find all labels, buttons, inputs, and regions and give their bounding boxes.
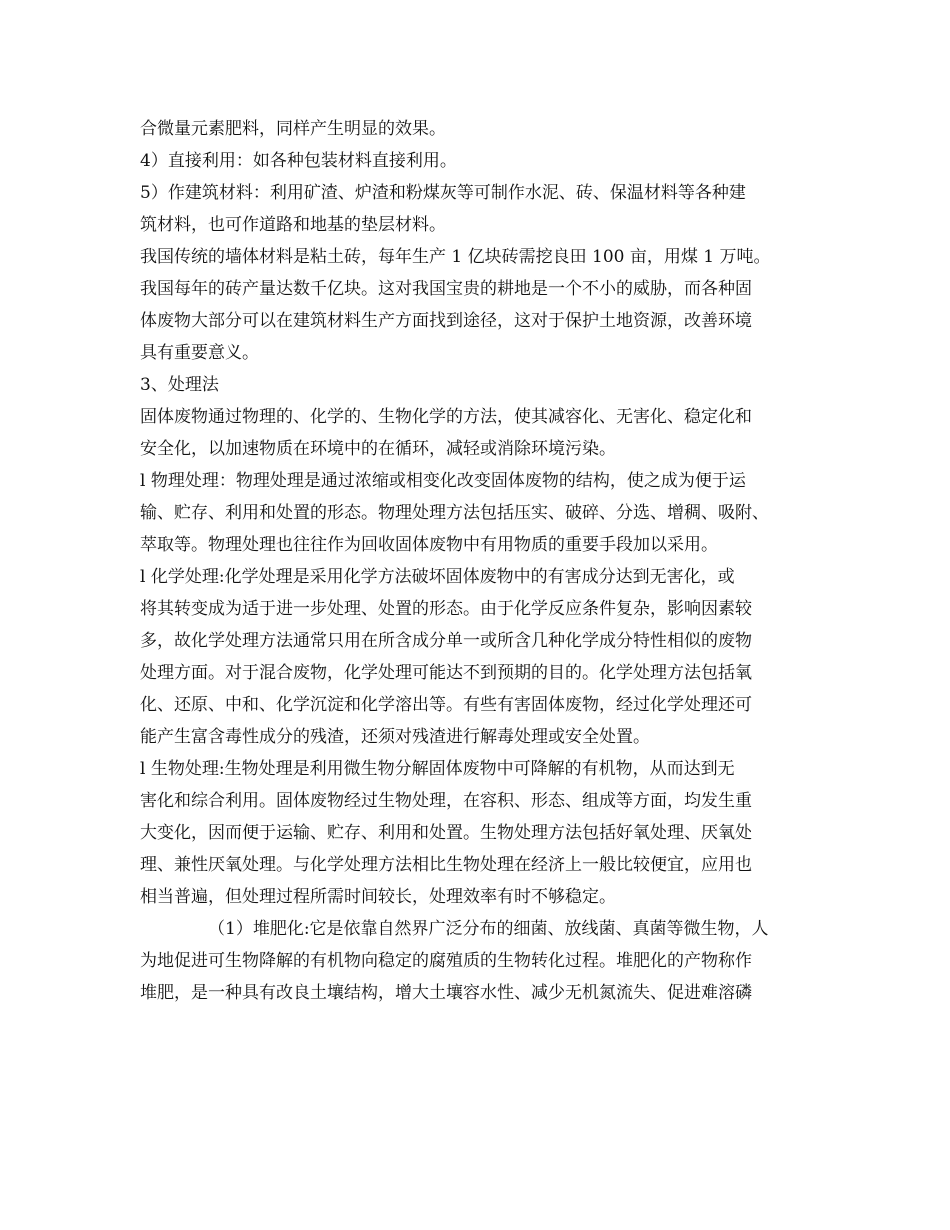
text-line: 4）直接利用：如各种包装材料直接利用。 [140, 151, 457, 171]
text-line: 体废物大部分可以在建筑材料生产方面找到途径，这对于保护土地资源，改善环境 [140, 311, 752, 331]
section-heading: 3、处理法 [140, 375, 219, 395]
text-line: 害化和综合利用。固体废物经过生物处理，在容积、形态、组成等方面，均发生重 [140, 791, 752, 811]
text-line: 我国每年的砖产量达数千亿块。这对我国宝贵的耕地是一个不小的威胁，而各种固 [140, 279, 752, 299]
text-line: 堆肥，是一种具有改良土壤结构，增大土壤容水性、减少无机氮流失、促进难溶磷 [140, 983, 752, 1003]
indented-paragraph-start: （1）堆肥化:它是依靠自然界广泛分布的细菌、放线菌、真菌等微生物，人 [208, 919, 769, 939]
text-line: 大变化，因而便于运输、贮存、利用和处置。生物处理方法包括好氧处理、厌氧处 [140, 823, 752, 843]
text-line: 固体废物通过物理的、化学的、生物化学的方法，使其减容化、无害化、稳定化和 [140, 407, 752, 427]
text-line: 合微量元素肥料，同样产生明显的效果。 [140, 119, 446, 139]
text-line: l 物理处理：物理处理是通过浓缩或相变化改变固体废物的结构，使之成为便于运 [140, 471, 746, 491]
text-line: 安全化，以加速物质在环境中的在循环，减轻或消除环境污染。 [140, 439, 616, 459]
text-line: 具有重要意义。 [140, 343, 259, 363]
text-line: l 化学处理:化学处理是采用化学方法破坏固体废物中的有害成分达到无害化，或 [140, 567, 735, 587]
text-line: 筑材料，也可作道路和地基的垫层材料。 [140, 215, 446, 235]
text-line: 处理方面。对于混合废物，化学处理可能达不到预期的目的。化学处理方法包括氧 [140, 663, 752, 683]
text-line: 将其转变成为适于进一步处理、处置的形态。由于化学反应条件复杂，影响因素较 [140, 599, 752, 619]
text-line: l 生物处理:生物处理是利用微生物分解固体废物中可降解的有机物，从而达到无 [140, 759, 735, 779]
text-line: 5）作建筑材料：利用矿渣、炉渣和粉煤灰等可制作水泥、砖、保温材料等各种建 [140, 183, 746, 203]
text-line: 为地促进可生物降解的有机物向稳定的腐殖质的生物转化过程。堆肥化的产物称作 [140, 951, 752, 971]
text-line: 相当普遍，但处理过程所需时间较长，处理效率有时不够稳定。 [140, 887, 616, 907]
text-line: 多，故化学处理方法通常只用在所含成分单一或所含几种化学成分特性相似的废物 [140, 631, 752, 651]
text-line: 萃取等。物理处理也往往作为回收固体废物中有用物质的重要手段加以采用。 [140, 535, 718, 555]
text-line: 输、贮存、利用和处置的形态。物理处理方法包括压实、破碎、分选、增稠、吸附、 [140, 503, 769, 523]
text-line: 理、兼性厌氧处理。与化学处理方法相比生物处理在经济上一般比较便宜，应用也 [140, 855, 752, 875]
document-body [140, 113, 820, 1009]
text-line: 化、还原、中和、化学沉淀和化学溶出等。有些有害固体废物，经过化学处理还可 [140, 695, 752, 715]
text-line: 能产生富含毒性成分的残渣，还须对残渣进行解毒处理或安全处置。 [140, 727, 650, 747]
text-line: 我国传统的墙体材料是粘土砖，每年生产 1 亿块砖需挖良田 100 亩，用煤 1 万吨。 [140, 247, 771, 267]
